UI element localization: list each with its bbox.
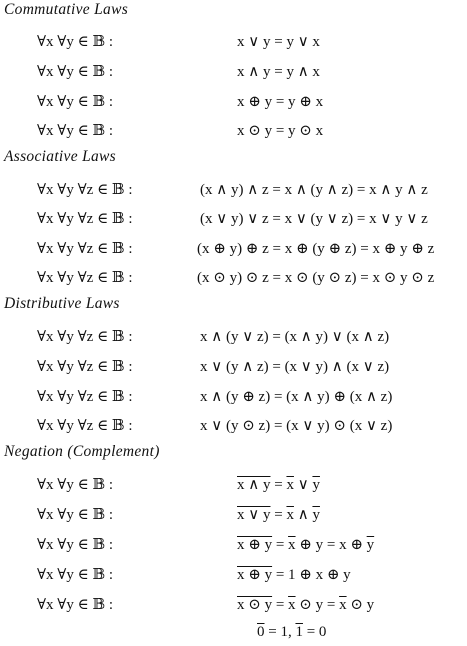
formula: (x ∨ y) ∨ z = x ∨ (y ∨ z) = x ∨ y ∨ z	[200, 211, 428, 227]
law-row	[0, 239, 467, 259]
quantifier: ∀x ∀y ∈ 𝔹 :	[37, 94, 114, 110]
formula: x ⊕ y = 1 ⊕ x ⊕ y	[237, 567, 351, 583]
law-row	[0, 92, 467, 112]
law-row	[0, 595, 467, 615]
quantifier: ∀x ∀y ∈ 𝔹 :	[37, 477, 114, 493]
quantifier: ∀x ∀y ∀z ∈ 𝔹 :	[37, 270, 133, 286]
formula: x ⊙ $y = \overline{x}$ ⊙ $y = \overline{x}$ ⊙ y	[237, 597, 375, 613]
law-row	[0, 180, 467, 200]
law-row	[0, 32, 467, 52]
section-title-negation: Negation (Complement)	[4, 443, 160, 460]
law-row	[0, 387, 467, 407]
quantifier: ∀x ∀y ∈ 𝔹 :	[37, 597, 114, 613]
formula: x ⊙ y = y ⊙ x	[237, 123, 324, 139]
formula: x ∨ $y = \overline{x}$ ∧ $\overline{y}$	[237, 507, 320, 523]
formula: x ∧ (y ∨ z) = (x ∧ y) ∨ (x ∧ z)	[200, 329, 390, 345]
formula: x ∨ y = y ∨ x	[237, 34, 320, 50]
section-title-commutative: Commutative Laws	[4, 1, 129, 18]
formula: (x ∧ y) ∧ z = x ∧ (y ∧ z) = x ∧ y ∧ z	[200, 182, 428, 198]
formula: x ⊕ $y = \overline{x}$ ⊕ y = x ⊕ $\overline{y}$	[237, 537, 375, 553]
quantifier: ∀x ∀y ∀z ∈ 𝔹 :	[37, 241, 133, 257]
quantifier: ∀x ∀y ∈ 𝔹 :	[37, 567, 114, 583]
law-row	[0, 357, 467, 377]
law-row	[0, 565, 467, 585]
quantifier: ∀x ∀y ∀z ∈ 𝔹 :	[37, 211, 133, 227]
quantifier: ∀x ∀y ∈ 𝔹 :	[37, 123, 114, 139]
quantifier: ∀x ∀y ∀z ∈ 𝔹 :	[37, 329, 133, 345]
formula: x ∧ $y = \overline{x}$ ∨ $\overline{y}$	[237, 477, 320, 493]
quantifier: ∀x ∀y ∈ 𝔹 :	[37, 34, 114, 50]
formula: x ∨ (y ∧ z) = (x ∨ y) ∧ (x ∨ z)	[200, 359, 390, 375]
law-row	[0, 121, 467, 141]
law-row	[0, 535, 467, 555]
law-row	[0, 62, 467, 82]
formula: x ∧ (y ⊕ z) = (x ∧ y) ⊕ (x ∧ z)	[200, 389, 393, 405]
law-row	[0, 268, 467, 288]
quantifier: ∀x ∀y ∀z ∈ 𝔹 :	[37, 389, 133, 405]
quantifier: ∀x ∀y ∀z ∈ 𝔹 :	[37, 418, 133, 434]
formula: (x ⊕ y) ⊕ z = x ⊕ (y ⊕ z) = x ⊕ y ⊕ z	[197, 241, 435, 257]
quantifier: ∀x ∀y ∀z ∈ 𝔹 :	[37, 359, 133, 375]
quantifier: ∀x ∀y ∈ 𝔹 :	[37, 507, 114, 523]
formula: 0 = 1, 1 = 0	[257, 624, 327, 640]
section-title-distributive: Distributive Laws	[4, 295, 120, 312]
formula: x ∨ (y ⊙ z) = (x ∨ y) ⊙ (x ∨ z)	[200, 418, 393, 434]
law-row	[0, 624, 467, 644]
law-row	[0, 416, 467, 436]
law-row	[0, 505, 467, 525]
quantifier: ∀x ∀y ∈ 𝔹 :	[37, 537, 114, 553]
law-row	[0, 475, 467, 495]
formula: x ⊕ y = y ⊕ x	[237, 94, 324, 110]
section-title-associative: Associative Laws	[4, 148, 117, 165]
formula: (x ⊙ y) ⊙ z = x ⊙ (y ⊙ z) = x ⊙ y ⊙ z	[197, 270, 435, 286]
law-row	[0, 327, 467, 347]
law-row	[0, 209, 467, 229]
quantifier: ∀x ∀y ∈ 𝔹 :	[37, 64, 114, 80]
quantifier: ∀x ∀y ∀z ∈ 𝔹 :	[37, 182, 133, 198]
formula: x ∧ y = y ∧ x	[237, 64, 320, 80]
